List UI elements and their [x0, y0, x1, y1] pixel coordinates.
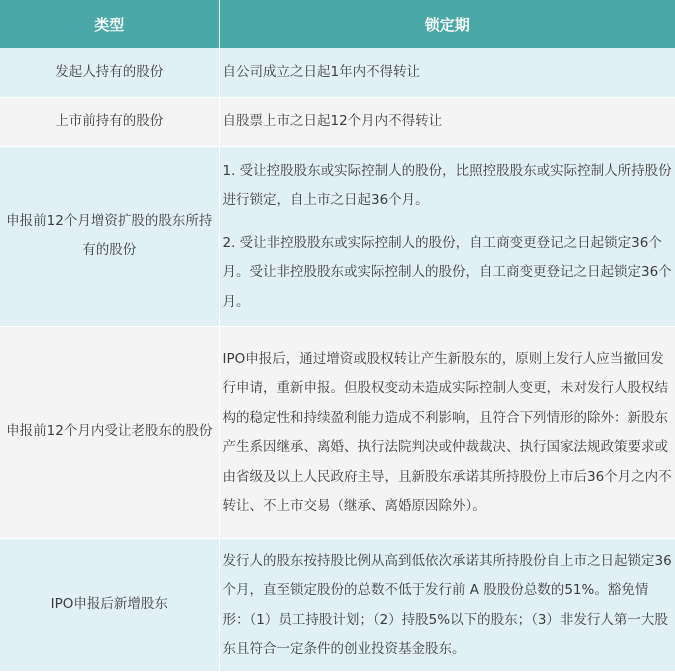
- type-cell: IPO申报后新增股东: [0, 538, 219, 671]
- table-row: [0, 48, 675, 97]
- table-header-row: [0, 0, 675, 48]
- lock-text: 2. 受让非控股股东或实际控制人的股份，自工商变更登记之日起锁定36个月。受让非控股股东或实际控制人的股份，自工商变更登记之日起锁定36个月。: [222, 234, 672, 310]
- header-type: 类型: [0, 0, 219, 48]
- lock-text: 1. 受让控股股东或实际控制人的股份，比照控股股东或实际控制人所持股份进行锁定，自上市之日起36个月。: [222, 162, 672, 209]
- lock-cell: [219, 538, 675, 671]
- table-row: [0, 326, 675, 538]
- type-cell: 发起人持有的股份: [0, 48, 219, 97]
- lock-cell: [219, 146, 675, 326]
- lock-cell: [219, 97, 675, 146]
- lock-text: 自公司成立之日起1年内不得转让: [222, 63, 421, 80]
- table-row: [0, 97, 675, 146]
- header-lock-period: 锁定期: [219, 0, 675, 48]
- type-cell: 申报前12个月内受让老股东的股份: [0, 326, 219, 538]
- lock-text: 发行人的股东按持股比例从高到低依次承诺其所持股份自上市之日起锁定36个月，直至锁定股份的总数不低于发行前 A 股股份总数的51%。豁免情形：（1）员工持股计划；（2）持股5%以下的股东；（3）非发行人第一大股东且符合一定条件的创业投资基金股东。: [222, 552, 672, 657]
- lock-cell: [219, 326, 675, 538]
- type-cell: 申报前12个月增资扩股的股东所持有的股份: [0, 146, 219, 326]
- table-row: [0, 146, 675, 326]
- table-row: [0, 538, 675, 671]
- type-cell: 上市前持有的股份: [0, 97, 219, 146]
- lock-text: IPO申报后，通过增资或股权转让产生新股东的，原则上发行人应当撤回发行申请，重新申报。但股权变动未造成实际控制人变更，未对发行人股权结构的稳定性和持续盈利能力造成不利影响，且符合下列情形的除外：新股东产生系因继承、离婚、执行法院判决或仲裁裁决、执行国家法规政策要求或由省级及以上人民政府主导，且新股东承诺其所持股份上市后36个月之内不转让、不上市交易（继承、离婚原因除外）。: [222, 350, 672, 514]
- lock-text: 自股票上市之日起12个月内不得转让: [222, 112, 443, 129]
- lock-cell: [219, 48, 675, 97]
